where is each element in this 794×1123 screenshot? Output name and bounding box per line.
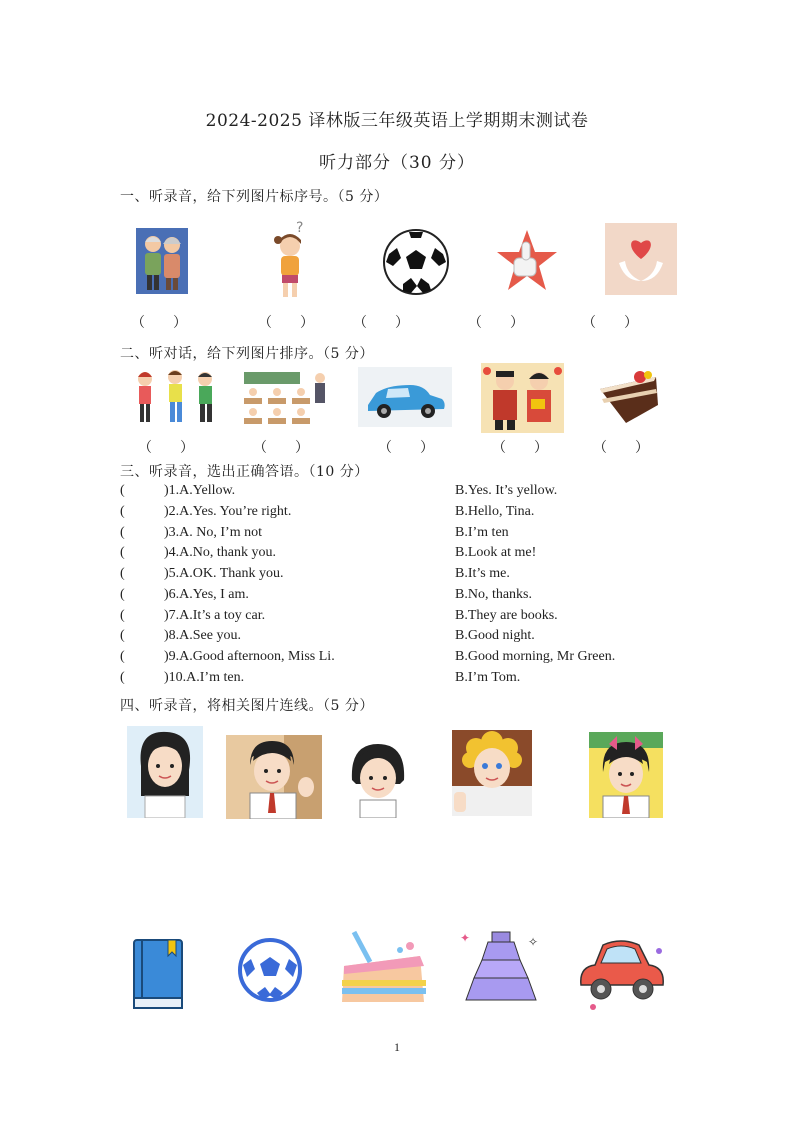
- woman-teacher-icon[interactable]: [127, 726, 203, 818]
- girl-short-hair-icon[interactable]: [344, 740, 412, 818]
- q5-paren[interactable]: (: [120, 566, 125, 581]
- q3-paren[interactable]: (: [120, 525, 125, 540]
- soccer-ball-icon: [381, 228, 451, 296]
- q8-option-b: B.Good night.: [455, 628, 535, 643]
- section3-heading: 三、听录音，选出正确答语。（10 分）: [120, 464, 369, 480]
- section2-bracket-4[interactable]: （ ）: [492, 440, 548, 456]
- q3-option-b: B.I’m ten: [455, 525, 509, 540]
- curly-hair-boy-icon[interactable]: [452, 730, 532, 816]
- q4-option-b: B.Look at me!: [455, 545, 537, 560]
- section1-bracket-4[interactable]: （ ）: [468, 315, 524, 331]
- q6-option-b: B.No, thanks.: [455, 587, 532, 602]
- q2-paren[interactable]: (: [120, 504, 125, 519]
- toy-car-icon[interactable]: [575, 933, 667, 1011]
- children-greeting-icon: [131, 367, 221, 427]
- section1-bracket-2[interactable]: （ ）: [258, 315, 314, 331]
- q6-paren[interactable]: (: [120, 587, 125, 602]
- q9-option-b: B.Good morning, Mr Green.: [455, 649, 616, 664]
- q8-option-a: )8.A.See you.: [164, 628, 241, 643]
- q2-option-a: )2.A.Yes. You’re right.: [164, 504, 292, 519]
- q7-paren[interactable]: (: [120, 608, 125, 623]
- q8-paren[interactable]: (: [120, 628, 125, 643]
- dress-icon[interactable]: [456, 928, 544, 1010]
- boy-waving-icon[interactable]: [226, 735, 322, 819]
- q10-option-a: )10.A.I’m ten.: [164, 670, 245, 685]
- soccer-ball-icon-2[interactable]: [237, 937, 303, 1003]
- q1-option-b: B.Yes. It’s yellow.: [455, 483, 558, 498]
- section1-heading: 一、听录音，给下列图片标序号。（5 分）: [120, 189, 389, 205]
- heart-hands-icon: [605, 223, 677, 295]
- q3-option-a: )3.A. No, I’m not: [164, 525, 262, 540]
- section2-bracket-5[interactable]: （ ）: [593, 440, 649, 456]
- new-year-couple-icon: [481, 363, 564, 433]
- section2-heading: 二、听对话，给下列图片排序。（5 分）: [120, 346, 374, 362]
- section1-bracket-1[interactable]: （ ）: [131, 315, 187, 331]
- svg-text:?: ?: [296, 220, 304, 236]
- q1-paren[interactable]: (: [120, 483, 125, 498]
- q4-paren[interactable]: (: [120, 545, 125, 560]
- q2-option-b: B.Hello, Tina.: [455, 504, 535, 519]
- q6-option-a: )6.A.Yes, I am.: [164, 587, 249, 602]
- svg-text:✧: ✧: [528, 935, 539, 949]
- section2-bracket-3[interactable]: （ ）: [378, 440, 434, 456]
- page-subtitle: 听力部分（30 分）: [318, 153, 476, 173]
- cake-slice-icon: [596, 365, 662, 427]
- girl-with-bow-icon[interactable]: [589, 732, 663, 818]
- page-number: 1: [394, 1040, 400, 1054]
- q5-option-a: )5.A.OK. Thank you.: [164, 566, 284, 581]
- section1-bracket-5[interactable]: （ ）: [582, 315, 638, 331]
- q4-option-a: )4.A.No, thank you.: [164, 545, 276, 560]
- classroom-icon: [240, 368, 332, 430]
- q1-option-a: )1.A.Yellow.: [164, 483, 236, 498]
- svg-text:✦: ✦: [460, 931, 471, 945]
- q9-option-a: )9.A.Good afternoon, Miss Li.: [164, 649, 335, 664]
- confused-girl-icon: [266, 218, 316, 300]
- q7-option-a: )7.A.It’s a toy car.: [164, 608, 266, 623]
- section2-bracket-2[interactable]: （ ）: [253, 440, 309, 456]
- section1-bracket-3[interactable]: （ ）: [353, 315, 409, 331]
- q10-option-b: B.I’m Tom.: [455, 670, 521, 685]
- grandparents-icon: [136, 228, 188, 294]
- thumbs-up-star-icon: [496, 228, 558, 296]
- book-icon[interactable]: [132, 938, 184, 1010]
- page-title: 2024-2025 译林版三年级英语上学期期末测试卷: [205, 111, 589, 131]
- q10-paren[interactable]: (: [120, 670, 125, 685]
- cake-icon[interactable]: [340, 926, 428, 1006]
- q7-option-b: B.They are books.: [455, 608, 558, 623]
- q9-paren[interactable]: (: [120, 649, 125, 664]
- section2-bracket-1[interactable]: （ ）: [138, 440, 194, 456]
- section4-heading: 四、听录音，将相关图片连线。（5 分）: [120, 698, 374, 714]
- q5-option-b: B.It’s me.: [455, 566, 510, 581]
- toy-car-photo-icon: [358, 367, 452, 427]
